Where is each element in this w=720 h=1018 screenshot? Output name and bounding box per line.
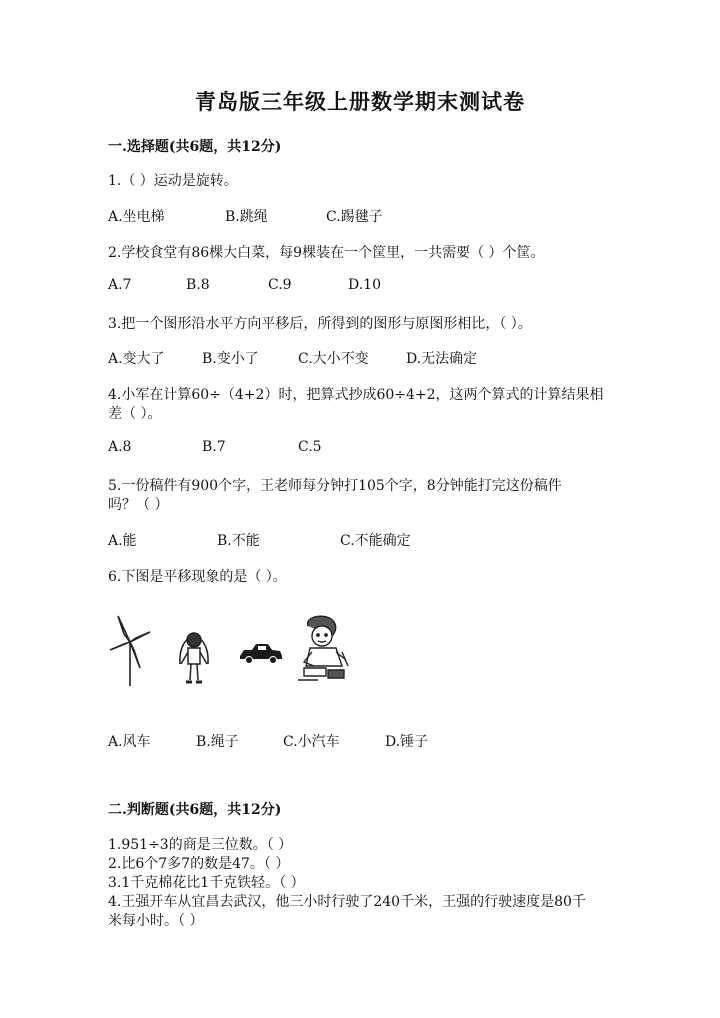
question-5-line-2: 吗？（ ）	[108, 497, 169, 513]
jump-rope-image	[176, 618, 212, 688]
question-4-line-1: 4.小军在计算60÷（4+2）时，把算式抄成60÷4+2，这两个算式的计算结果相	[108, 387, 604, 403]
judgment-item-1: 1.951÷3的商是三位数。（ ）	[108, 837, 293, 853]
page-title: 青岛版三年级上册数学期末测试卷	[195, 89, 525, 114]
judgment-item-4-line-2: 米每小时。（ ）	[108, 913, 204, 929]
q4-option-c: C.5	[298, 439, 322, 455]
judgment-item-3: 3.1千克棉花比1千克铁轻。（ ）	[108, 875, 305, 891]
section-heading-judgment: 二.判断题(共6题，共12分)	[108, 802, 282, 818]
question-6: 6.下图是平移现象的是（ ）。	[108, 569, 287, 585]
q1-option-c: C.踢毽子	[326, 209, 383, 225]
q6-option-d: D.锤子	[385, 734, 429, 750]
q5-option-a: A.能	[108, 533, 137, 549]
pinwheel-image	[108, 612, 152, 688]
question-1: 1.（ ）运动是旋转。	[108, 173, 238, 189]
q5-option-b: B.不能	[217, 533, 260, 549]
q6-option-b: B.绳子	[196, 734, 239, 750]
q1-option-a: A.坐电梯	[108, 209, 165, 225]
q6-option-a: A.风车	[108, 734, 151, 750]
q2-option-b: B.8	[186, 277, 210, 293]
judgment-item-4-line-1: 4.王强开车从宜昌去武汉，他三小时行驶了240千米，王强的行驶速度是80千	[108, 894, 586, 910]
q2-option-d: D.10	[348, 277, 381, 293]
q1-option-b: B.跳绳	[225, 209, 268, 225]
q6-option-c: C.小汽车	[283, 734, 340, 750]
q3-option-a: A.变大了	[108, 351, 165, 367]
hammer-boy-image	[298, 612, 350, 686]
toy-car-image	[238, 642, 284, 664]
question-4-line-2: 差（ ）。	[108, 406, 162, 422]
q3-option-d: D.无法确定	[406, 351, 478, 367]
q2-option-a: A.7	[108, 277, 132, 293]
q4-option-a: A.8	[108, 439, 132, 455]
q2-option-c: C.9	[268, 277, 292, 293]
question-5-line-1: 5.一份稿件有900个字，王老师每分钟打105个字，8分钟能打完这份稿件	[108, 478, 562, 494]
q3-option-b: B.变小了	[202, 351, 259, 367]
section-heading-choice: 一.选择题(共6题，共12分)	[108, 139, 282, 155]
question-2: 2.学校食堂有86棵大白菜，每9棵装在一个筐里，一共需要（ ）个筐。	[108, 245, 545, 261]
q5-option-c: C.不能确定	[340, 533, 411, 549]
judgment-item-2: 2.比6个7多7的数是47。（ ）	[108, 856, 290, 872]
q4-option-b: B.7	[202, 439, 226, 455]
question-3: 3.把一个图形沿水平方向平移后，所得到的图形与原图形相比，（ ）。	[108, 316, 532, 332]
q3-option-c: C.大小不变	[298, 351, 369, 367]
